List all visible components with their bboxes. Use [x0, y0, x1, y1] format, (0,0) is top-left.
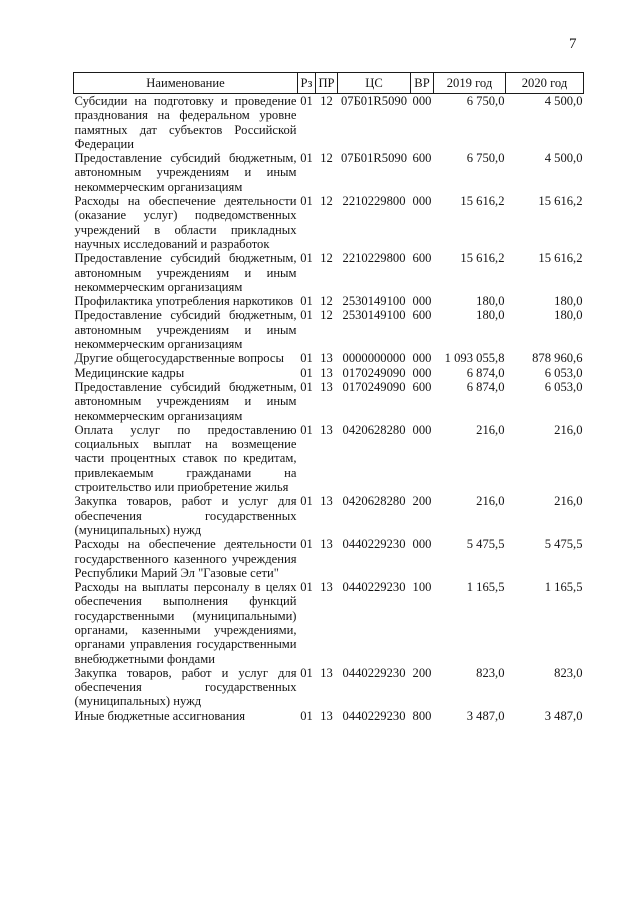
cell-rz: 01 — [300, 494, 313, 509]
cell-name: Расходы на обеспечение деятельности (оказание услуг) подведомственных учреждений в области прикладных научных исследований и разработок — [74, 194, 297, 251]
cell-cs: 0000000000 — [342, 351, 406, 366]
cell-cs: 0440229230 — [342, 665, 406, 680]
cell-name: Иные бюджетные ассигнования — [74, 708, 246, 723]
header-2020: 2020 год — [506, 73, 584, 94]
cell-rz: 01 — [300, 251, 313, 266]
cell-pr: 13 — [320, 422, 333, 437]
cell-vr: 600 — [412, 251, 432, 266]
cell-y2020: 878 960,6 — [532, 351, 583, 366]
cell-y2019: 823,0 — [476, 665, 505, 680]
table-row — [74, 351, 584, 365]
cell-cs: 2210229800 — [342, 251, 406, 266]
cell-rz: 01 — [300, 151, 313, 166]
cell-y2020: 1 165,5 — [544, 580, 583, 595]
header-name: Наименование — [74, 73, 298, 94]
cell-pr: 12 — [320, 294, 333, 309]
cell-name: Расходы на обеспечение деятельности государственного казенного учреждения Республики Марий Эл "Газовые сети" — [74, 537, 297, 580]
cell-cs: 07Б01R5090 — [340, 94, 407, 108]
cell-rz: 01 — [300, 708, 313, 723]
cell-name: Закупка товаров, работ и услуг для обеспечения государственных (муниципальных) нужд — [74, 665, 297, 709]
table-row — [74, 251, 584, 294]
cell-rz: 01 — [300, 94, 313, 108]
cell-y2020: 4 500,0 — [544, 151, 583, 166]
cell-pr: 13 — [320, 665, 333, 680]
cell-cs: 0440229230 — [342, 537, 406, 552]
cell-name: Субсидии на подготовку и проведение празднования на федеральном уровне памятных дат субъектов Российской Федерации — [74, 94, 297, 151]
page-number: 7 — [569, 36, 577, 52]
cell-name: Оплата услуг по предоставлению социальных выплат на возмещение части процентных ставок по кредитам, привлекаемым гражданами на строительство или приобретение жилья — [74, 422, 297, 495]
cell-y2019: 6 750,0 — [466, 151, 505, 166]
cell-cs: 0440229230 — [342, 708, 406, 723]
cell-pr: 13 — [320, 580, 333, 595]
cell-vr: 600 — [412, 151, 432, 166]
cell-cs: 2530149100 — [342, 294, 406, 309]
cell-y2019: 5 475,5 — [466, 537, 505, 552]
cell-name: Профилактика употребления наркотиков — [74, 294, 294, 309]
cell-name: Другие общегосударственные вопросы — [74, 351, 284, 366]
cell-y2020: 15 616,2 — [538, 194, 583, 209]
table-row — [74, 666, 584, 709]
cell-vr: 000 — [412, 537, 432, 552]
cell-cs: 2530149100 — [342, 308, 406, 323]
cell-vr: 000 — [412, 422, 432, 437]
cell-y2019: 15 616,2 — [460, 194, 505, 209]
table-row — [74, 308, 584, 351]
cell-pr: 13 — [320, 351, 333, 366]
cell-name: Медицинские кадры — [74, 365, 185, 380]
header-2019: 2019 год — [434, 73, 506, 94]
cell-cs: 0440229230 — [342, 580, 406, 595]
budget-table — [73, 72, 584, 723]
cell-cs: 2210229800 — [342, 194, 406, 209]
cell-y2019: 6 874,0 — [466, 365, 505, 380]
table-row — [74, 151, 584, 194]
cell-vr: 200 — [412, 665, 432, 680]
cell-vr: 600 — [412, 379, 432, 394]
cell-rz: 01 — [300, 665, 313, 680]
cell-rz: 01 — [300, 365, 313, 380]
cell-vr: 000 — [412, 194, 432, 209]
cell-vr: 000 — [412, 365, 432, 380]
cell-pr: 12 — [320, 94, 333, 108]
cell-vr: 200 — [412, 494, 432, 509]
cell-cs: 0170249090 — [342, 379, 406, 394]
cell-vr: 600 — [412, 308, 432, 323]
cell-y2020: 6 053,0 — [544, 379, 583, 394]
table-row — [74, 580, 584, 666]
table-row — [74, 494, 584, 537]
cell-y2019: 216,0 — [476, 422, 505, 437]
cell-y2019: 15 616,2 — [460, 251, 505, 266]
cell-y2020: 6 053,0 — [544, 365, 583, 380]
cell-name: Расходы на выплаты персоналу в целях обеспечения выполнения функций государственными (муниципальными) органами, казенными учреждениями, органами управления государственными внебюджетными фондами — [74, 580, 297, 666]
table-row — [74, 366, 584, 380]
table-row — [74, 194, 584, 251]
cell-cs: 07Б01R5090 — [340, 151, 407, 166]
cell-cs: 0420628280 — [342, 422, 406, 437]
cell-pr: 13 — [320, 537, 333, 552]
cell-y2020: 180,0 — [554, 308, 583, 323]
table-row — [74, 294, 584, 308]
table-row — [74, 423, 584, 494]
cell-cs: 0170249090 — [342, 365, 406, 380]
cell-y2019: 6 750,0 — [466, 94, 505, 108]
table-row — [74, 537, 584, 580]
cell-rz: 01 — [300, 194, 313, 209]
cell-y2019: 6 874,0 — [466, 379, 505, 394]
table-row — [74, 709, 584, 723]
table-row — [74, 94, 584, 152]
cell-cs: 0420628280 — [342, 494, 406, 509]
cell-pr: 13 — [320, 708, 333, 723]
header-rz: Рз — [298, 73, 316, 94]
cell-y2020: 216,0 — [554, 422, 583, 437]
cell-vr: 800 — [412, 708, 432, 723]
cell-y2020: 3 487,0 — [544, 708, 583, 723]
cell-y2019: 180,0 — [476, 294, 505, 309]
cell-y2020: 15 616,2 — [538, 251, 583, 266]
cell-y2019: 1 093 055,8 — [444, 351, 505, 366]
cell-pr: 12 — [320, 251, 333, 266]
cell-rz: 01 — [300, 537, 313, 552]
header-pr: ПР — [316, 73, 338, 94]
cell-pr: 12 — [320, 151, 333, 166]
cell-y2020: 4 500,0 — [544, 94, 583, 108]
cell-pr: 12 — [320, 308, 333, 323]
table-body — [74, 94, 584, 724]
cell-y2019: 180,0 — [476, 308, 505, 323]
cell-rz: 01 — [300, 379, 313, 394]
cell-y2020: 216,0 — [554, 494, 583, 509]
cell-y2019: 1 165,5 — [466, 580, 505, 595]
cell-name: Предоставление субсидий бюджетным, автономным учреждениям и иным некоммерческим организациям — [74, 251, 297, 294]
cell-rz: 01 — [300, 308, 313, 323]
cell-pr: 13 — [320, 379, 333, 394]
cell-y2019: 3 487,0 — [466, 708, 505, 723]
cell-pr: 13 — [320, 494, 333, 509]
cell-vr: 100 — [412, 580, 432, 595]
cell-rz: 01 — [300, 422, 313, 437]
cell-rz: 01 — [300, 580, 313, 595]
cell-vr: 000 — [412, 94, 432, 108]
cell-rz: 01 — [300, 351, 313, 366]
cell-pr: 12 — [320, 194, 333, 209]
cell-y2020: 180,0 — [554, 294, 583, 309]
cell-vr: 000 — [412, 294, 432, 309]
header-vr: ВР — [411, 73, 434, 94]
cell-y2020: 5 475,5 — [544, 537, 583, 552]
cell-y2020: 823,0 — [554, 665, 583, 680]
cell-name: Предоставление субсидий бюджетным, автономным учреждениям и иным некоммерческим организациям — [74, 379, 297, 423]
cell-name: Предоставление субсидий бюджетным, автономным учреждениям и иным некоммерческим организациям — [74, 151, 297, 194]
cell-vr: 000 — [412, 351, 432, 366]
cell-pr: 13 — [320, 365, 333, 380]
header-cs: ЦС — [338, 73, 411, 94]
table-row — [74, 380, 584, 423]
cell-name: Предоставление субсидий бюджетным, автономным учреждениям и иным некоммерческим организациям — [74, 308, 297, 352]
cell-y2019: 216,0 — [476, 494, 505, 509]
cell-name: Закупка товаров, работ и услуг для обеспечения государственных (муниципальных) нужд — [74, 494, 297, 537]
table-header — [74, 73, 584, 94]
cell-rz: 01 — [300, 294, 313, 309]
